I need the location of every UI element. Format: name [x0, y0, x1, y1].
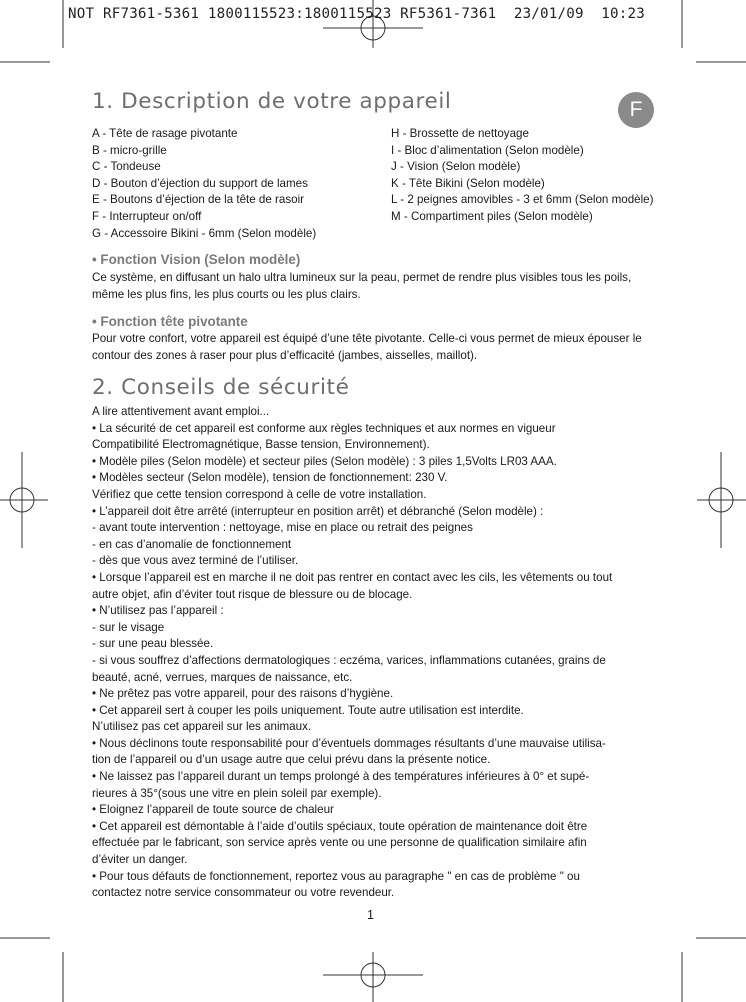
text-line: • Eloignez l’appareil de toute source de chaleur — [92, 803, 334, 817]
list-item: I - Bloc d’alimentation (Selon modèle) — [391, 143, 584, 157]
section-title-description: 1. Description de votre appareil — [92, 89, 452, 114]
text-line: • Pour tous défauts de fonctionnement, reportez vous au paragraphe " en cas de problème " ou — [92, 869, 580, 883]
text-line: contactez notre service consommateur ou votre revendeur. — [92, 886, 395, 900]
text-line: • Cet appareil sert à couper les poils uniquement. Toute autre utilisation est interdite. — [92, 703, 524, 717]
text-line: • N’utilisez pas l’appareil : — [92, 604, 224, 618]
text-line: • Cet appareil est démontable à l’aide d’outils spéciaux, toute opération de maintenance doit être — [92, 819, 588, 833]
pivot-text: Pour votre confort, votre appareil est équipé d’une tête pivotante. Celle-ci vous permet de mieux épouser le contour des zones à raser pour plus d’efficacité (jambes, aisselles, maillot). — [92, 332, 642, 362]
text-line: - avant toute intervention : nettoyage, mise en place ou retrait des peignes — [92, 521, 473, 535]
text-line: • Ne laissez pas l’appareil durant un temps prolongé à des températures inférieures à 0° et supé- — [92, 770, 590, 784]
text-line: • Ne prêtez pas votre appareil, pour des raisons d’hygiène. — [92, 687, 394, 701]
text-line: rieures à 35°(sous une vitre en plein soleil par exemple). — [92, 786, 382, 800]
text-line: • La sécurité de cet appareil est conforme aux règles techniques et aux normes en vigueur — [92, 421, 556, 435]
text-line: • Lorsque l’appareil est en marche il ne doit pas rentrer en contact avec les cils, les vêtements ou tout — [92, 570, 613, 584]
text-line: A lire attentivement avant emploi... — [92, 405, 270, 418]
safety-instructions — [92, 404, 612, 902]
text-line: • Nous déclinons toute responsabilité pour d’éventuels dommages résultants d’une mauvaise utilisa- — [92, 736, 606, 750]
text-line: Vérifiez que cette tension correspond à celle de votre installation. — [92, 487, 427, 501]
text-line: d’éviter un danger. — [92, 853, 188, 867]
parts-list-right — [391, 126, 653, 226]
list-item: L - 2 peignes amovibles - 3 et 6mm (Selon modèle) — [391, 193, 654, 207]
text-line: beauté, acné, verrues, marques de naissance, etc. — [92, 670, 353, 684]
text-line: Compatibilité Electromagnétique, Basse tension, Environnement). — [92, 438, 430, 452]
text-line: effectuée par le fabricant, son service après vente ou une personne de qualification similaire afin — [92, 836, 587, 850]
list-item: F - Interrupteur on/off — [92, 209, 202, 223]
text-line: • Modèle piles (Selon modèle) et secteur piles (Selon modèle) : 3 piles 1,5Volts LR03 AAA. — [92, 454, 557, 468]
section-title-safety: 2. Conseils de sécurité — [92, 375, 350, 400]
text-line: N’utilisez pas cet appareil sur les animaux. — [92, 720, 312, 734]
list-item: A - Tête de rasage pivotante — [92, 127, 238, 140]
vision-text: Ce système, en diffusant un halo ultra lumineux sur la peau, permet de rendre plus visibles tous les poils, même les plus fins, les plus courts ou les plus clairs. — [92, 271, 632, 301]
list-item: G - Accessoire Bikini - 6mm (Selon modèle) — [92, 226, 317, 240]
text-line: - en cas d’anomalie de fonctionnement — [92, 537, 292, 551]
pivot-heading: • Fonction tête pivotante — [92, 314, 248, 329]
list-item: E - Boutons d’éjection de la tête de rasoir — [92, 193, 305, 207]
list-item: K - Tête Bikini (Selon modèle) — [391, 176, 545, 190]
text-line: - dès que vous avez terminé de l’utiliser. — [92, 554, 299, 568]
list-item: B - micro-grille — [92, 143, 167, 157]
text-line: - si vous souffrez d’affections dermatologiques : eczéma, varices, inflammations cutanées, grains de — [92, 653, 606, 667]
text-line: tion de l’appareil ou d’un usage autre que celui prévu dans la présente notice. — [92, 753, 491, 767]
list-item: H - Brossette de nettoyage — [391, 127, 529, 140]
text-line: - sur une peau blessée. — [92, 637, 214, 651]
list-item: J - Vision (Selon modèle) — [391, 160, 521, 174]
text-line: autre objet, afin d’éviter tout risque de blessure ou de blocage. — [92, 587, 413, 601]
parts-list-left — [92, 126, 316, 242]
list-item: M - Compartiment piles (Selon modèle) — [391, 209, 593, 223]
text-line: - sur le visage — [92, 620, 165, 634]
text-line: • L’appareil doit être arrêté (interrupteur en position arrêt) et débranché (Selon modèle) : — [92, 504, 544, 518]
language-badge: F — [618, 92, 654, 128]
text-line: • Modèles secteur (Selon modèle), tension de fonctionnement: 230 V. — [92, 471, 448, 485]
print-slug: NOT RF7361-5361 1800115523:1800115523 RF5361-7361 23/01/09 10:23 — [68, 6, 645, 22]
page-number: 1 — [367, 908, 374, 922]
vision-heading: • Fonction Vision (Selon modèle) — [92, 252, 301, 267]
list-item: D - Bouton d’éjection du support de lames — [92, 176, 308, 190]
list-item: C - Tondeuse — [92, 160, 161, 174]
